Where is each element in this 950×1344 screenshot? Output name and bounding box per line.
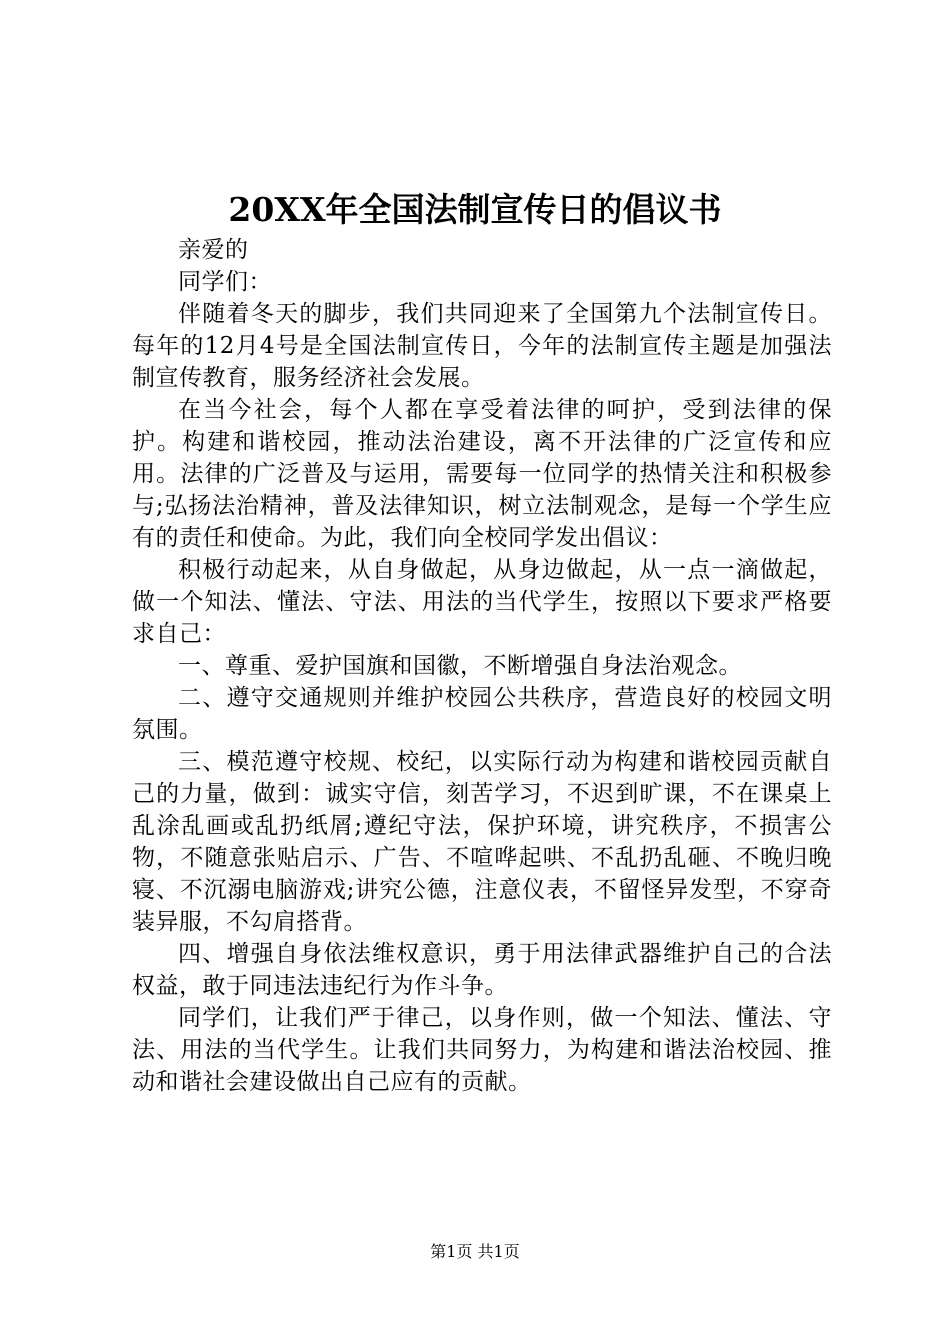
proposal-item-3: 三、模范遵守校规、校纪，以实际行动为构建和谐校园贡献自己的力量，做到：诚实守信，刻苦学习，不迟到旷课，不在课桌上乱涂乱画或乱扔纸屑;遵纪守法，保护环境，讲究秩序，不损害公物，不随意张贴启示、广告、不喧哗起哄、不乱扔乱砸、不晚归晚寝、不沉溺电脑游戏;讲究公德，注意仪表，不留怪异发型，不穿奇装异服，不勾肩搭背。 <box>132 749 832 935</box>
proposal-item-4: 四、增强自身依法维权意识，勇于用法律武器维护自己的合法权益，敢于同违法违纪行为作斗争。 <box>132 941 832 999</box>
proposal-item-2: 二、遵守交通规则并维护校园公共秩序，营造良好的校园文明氛围。 <box>132 685 832 743</box>
document-title: 20XX年全国法制宣传日的倡议书 <box>228 190 722 229</box>
page-footer: 第1页 共1页 <box>430 1242 520 1261</box>
paragraph-intro: 伴随着冬天的脚步，我们共同迎来了全国第九个法制宣传日。每年的12月4号是全国法制宣传日，今年的法制宣传主题是加强法制宣传教育，服务经济社会发展。 <box>132 301 832 391</box>
salutation-line-1: 亲爱的 <box>178 237 249 263</box>
salutation-line-2: 同学们： <box>178 269 272 295</box>
paragraph-context: 在当今社会，每个人都在享受着法律的呵护，受到法律的保护。构建和谐校园，推动法治建设，离不开法律的广泛宣传和应用。法律的广泛普及与运用，需要每一位同学的热情关注和积极参与;弘扬法治精神，普及法律知识，树立法制观念，是每一个学生应有的责任和使命。为此，我们向全校同学发出倡议： <box>132 397 832 551</box>
paragraph-closing: 同学们，让我们严于律己，以身作则，做一个知法、懂法、守法、用法的当代学生。让我们共同努力，为构建和谐法治校园、推动和谐社会建设做出自己应有的贡献。 <box>132 1005 832 1095</box>
proposal-item-1: 一、尊重、爱护国旗和国徽，不断增强自身法治观念。 <box>178 653 742 679</box>
paragraph-call-to-action: 积极行动起来，从自身做起，从身边做起，从一点一滴做起，做一个知法、懂法、守法、用法的当代学生，按照以下要求严格要求自己： <box>132 557 832 647</box>
document-body <box>132 234 832 1098</box>
